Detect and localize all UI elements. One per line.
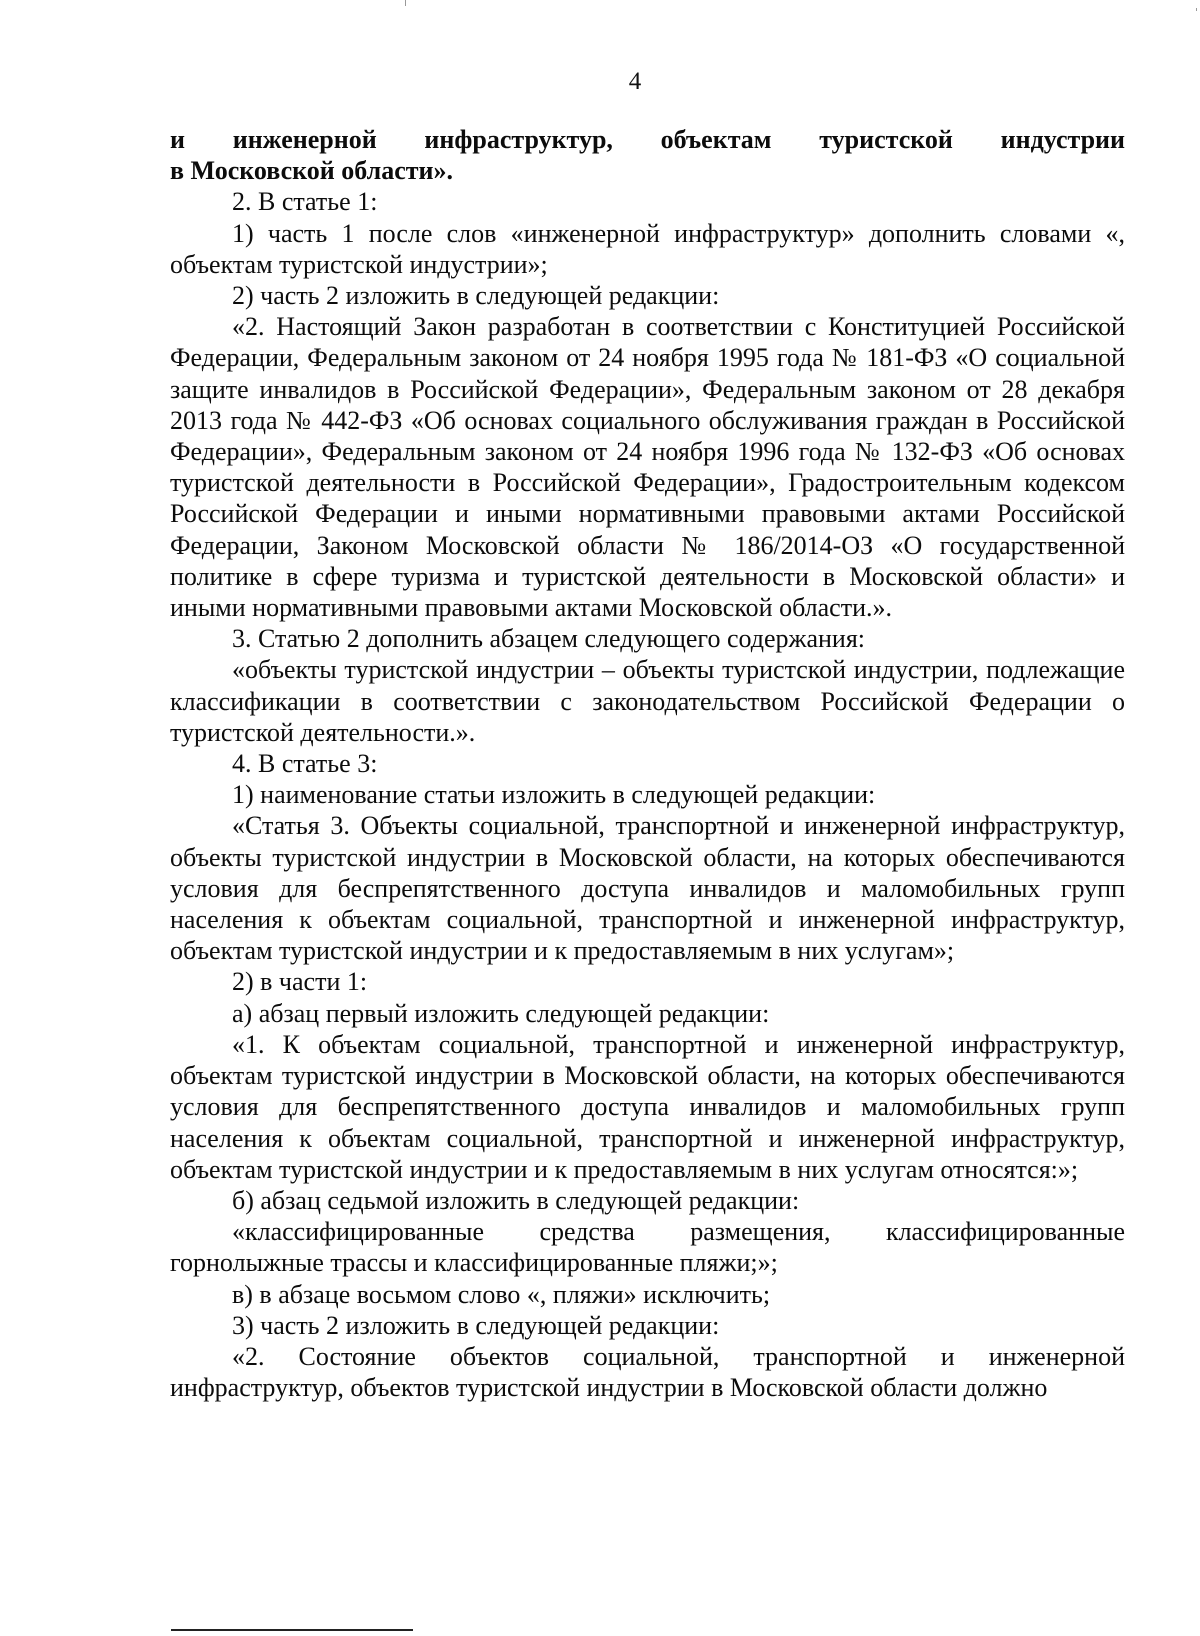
paragraph-seventh-abzac-instruction: б) абзац седьмой изложить в следующей редакции: [232,1185,800,1215]
paragraph-part-2-instruction: 2) часть 2 изложить в следующей редакции: [232,281,720,311]
paragraph-article-3-title: «Статья 3. Объекты социальной, транспортной и инженерной инфраструктур, объекты туристской индустрии в Московской области, на которых обеспечиваются условия для беспрепятственного доступа инвалидов и маломобильных групп населения к объектам социальной, транспортной и инженерной инфраструктур, объектам туристской индустрии и к предоставляемым в них услугам»; [170,811,1125,966]
paragraph-first-abzac-instruction: а) абзац первый изложить следующей редакции: [232,998,770,1028]
paragraph-seventh-abzac-text: «классифицированные средства размещения, классифицированные горнолыжные трассы и классифицированные пляжи;»; [170,1217,1125,1278]
paragraph-eighth-abzac: в) в абзаце восьмом слово «, пляжи» исключить; [232,1279,771,1309]
paragraph-tourism-objects-definition: «объекты туристской индустрии – объекты туристской индустрии, подлежащие классификации в соответствии с законодательством Российской Федерации о туристской деятельности.». [170,655,1125,747]
scan-speck [405,0,406,6]
paragraph-part-2-new-text: «2. Состояние объектов социальной, транспортной и инженерной инфраструктур, объектов туристской индустрии в Московской области должно [170,1341,1125,1403]
paragraph-article-title-instruction: 1) наименование статьи изложить в следующей редакции: [232,780,876,810]
document-body [170,124,1125,1403]
bold-heading [170,124,1125,186]
scan-speck [1196,8,1197,11]
paragraph-in-part-1: 2) в части 1: [232,967,368,997]
paragraph-part-1-text: «1. К объектам социальной, транспортной и инженерной инфраструктур, объектам туристской индустрии в Московской области, на которых обеспечиваются условия для беспрепятственного доступа инвалидов и маломобильных групп населения к объектам социальной, транспортной и инженерной инфраструктур, объектам туристской индустрии и к предоставляемым в них услугам относятся:»; [170,1029,1125,1184]
paragraph-article-3: 4. В статье 3: [232,749,378,779]
heading-line-2: в Московской области». [170,156,454,186]
paragraph-part-2-text: «2. Настоящий Закон разработан в соответствии с Конституцией Российской Федерации, Федеральным законом от 24 ноября 1995 года № 181-ФЗ «О социальной защите инвалидов в Российской Федерации», Федеральным законом от 28 декабря 2013 года № 442-ФЗ «Об основах социального обслуживания граждан в Российской Федерации», Федеральным законом от 24 ноября 1996 года № 132-ФЗ «Об основах туристской деятельности в Российской Федерации», Градостроительным кодексом Российской Федерации и иными нормативными правовыми актами Российской Федерации, Законом Московской области № 186/2014-ОЗ «О государственной политике в сфере туризма и туристской деятельности в Московской области» и иными нормативными правовыми актами Московской области.». [170,312,1125,623]
footnote-rule [171,1629,413,1631]
paragraph-article-2: 3. Статью 2 дополнить абзацем следующего содержания: [232,624,866,654]
page-number: 4 [628,68,642,95]
heading-line-1: и инженерной инфраструктур, объектам туристской индустрии [170,125,1125,154]
paragraph-part-1-amendment: 1) часть 1 после слов «инженерной инфраструктур» дополнить словами «, объектам туристской индустрии»; [170,218,1125,279]
paragraph-part-2-new-instruction: 3) часть 2 изложить в следующей редакции: [232,1310,720,1340]
paragraph-article-1: 2. В статье 1: [232,187,378,217]
